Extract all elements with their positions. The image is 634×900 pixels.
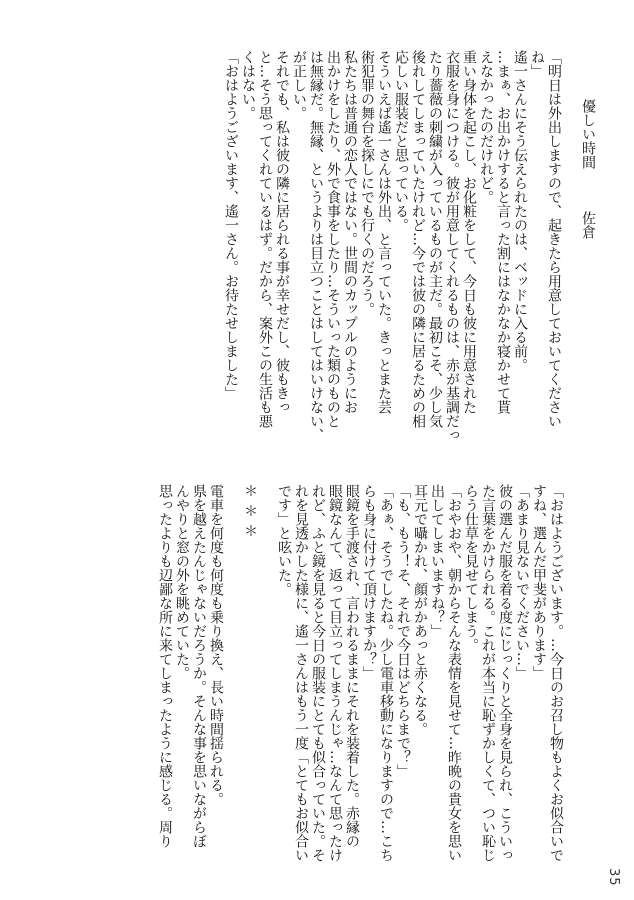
- text-line: 眼鏡を手渡され、言われるままにそれを装着した。赤縁の: [344, 484, 360, 848]
- text-line: すね、選んだ甲斐があります」: [531, 484, 547, 680]
- text-line: それでも、私は彼の隣に居られる事が幸せだし、彼もきっ: [274, 50, 290, 414]
- text-line: た言葉をかけられる。これが本当に恥ずかしくて、つい恥じ: [480, 484, 496, 862]
- text-line: らも身に付けて頂けますか？」: [361, 484, 377, 680]
- text-line: 「明日は外出しますので、起きたら用意しておいてください: [546, 50, 562, 428]
- page-number: 35: [606, 868, 621, 887]
- text-line: 電車を何度も何度も乗り換え、長い時間揺られる。: [208, 484, 224, 806]
- text-line: ね」: [529, 50, 545, 78]
- text-line: 耳元で囁かれ、顔がかあっと赤くなる。: [412, 484, 428, 736]
- text-line: 衣服を身につける。彼が用意してくれるものは、赤が基調だっ: [444, 50, 460, 442]
- lower-text-column: [156, 484, 564, 862]
- story-title: 優しい時間: [580, 99, 596, 169]
- text-line: 「おはようございます。…今日のお召し物もよくお似合いで: [548, 484, 564, 862]
- text-line: 重い身体を起こし、お化粧をして、今日も彼に用意された: [461, 50, 477, 414]
- text-line: 「あぁ、そうでしたね。少し電車移動になりますので…こち: [378, 484, 394, 862]
- text-line: 術犯罪の舞台を探しにでも行くのだろう。: [359, 50, 375, 316]
- text-line: 「おやおや、朝からそんな表情を見せて…昨晩の貴女を思い: [446, 484, 462, 862]
- text-line: です」と呟いた。: [276, 484, 292, 596]
- text-line: 県を越えたんじゃないだろうか。そんな事を思いながらぼ: [191, 484, 207, 848]
- title-line: [579, 99, 596, 390]
- text-line: えなかったのだけれど。: [478, 50, 494, 204]
- text-line: と…そう思ってくれているはず。だから、案外この生活も悪: [257, 50, 273, 428]
- text-line: 「おはようございます、遙一さん。お待たせしました」: [223, 50, 239, 400]
- text-line: くはない。: [240, 50, 256, 120]
- text-line: れど、ふと鏡を見ると今日の服装にとても似合っていた。そ: [310, 484, 326, 862]
- upper-text-column: [222, 50, 596, 442]
- section-break: ＊＊＊: [242, 484, 258, 544]
- blank-line: [562, 50, 579, 390]
- text-line: …まぁ、お出かけすると言った割にはなかなか寝かせて貰: [495, 50, 511, 414]
- text-line: 思ったよりも辺鄙な所に来てしまったように感じる。周り: [157, 484, 173, 848]
- text-line: たり薔薇の刺繍が入っているものが主だ。最初こそ、少し気: [427, 50, 443, 428]
- text-line: れを見透かした様に、遙一さんはもう一度「とてもお似合い: [293, 484, 309, 862]
- story-author: 佐倉: [580, 211, 596, 239]
- text-line: が正しい。: [291, 50, 307, 120]
- text-line: 出してしまいますね？」: [429, 484, 445, 638]
- text-line: は無縁だ。無縁、というよりは目立つことはしてはいけない、: [308, 50, 324, 442]
- blank-line: [224, 484, 241, 859]
- text-line: そういえば遙一さんは外出、と言っていた。きっとまた芸: [376, 50, 392, 414]
- text-line: 遙一さんにそう伝えられたのは、ベッドに入る前。: [512, 50, 528, 372]
- text-line: 出かけをしたり、外で食事をしたり…そういった類のものと: [325, 50, 341, 428]
- text-line: 「も、もう！そ、それで今日はどちらまで？」: [395, 484, 411, 778]
- text-line: 「あまり見ないでください…」: [514, 484, 530, 680]
- text-line: んやりと窓の外を眺めていた。: [174, 484, 190, 680]
- text-line: 彼の選んだ服を着る度にじっくりと全身を見られ、こういっ: [497, 484, 513, 862]
- text-line: らう仕草を見せてしまう。: [463, 484, 479, 652]
- blank-line: [258, 484, 275, 859]
- text-line: 後れしてしまっていたけれど…今では彼の隣に居るための相: [410, 50, 426, 428]
- text-line: 眼鏡なんて、返って目立ってしまうんじゃ…なんて思ったけ: [327, 484, 343, 862]
- text-line: 私たちは普通の恋人ではない。世間のカップルのようにお: [342, 50, 358, 414]
- text-line: 応しい服装だと思っている。: [393, 50, 409, 232]
